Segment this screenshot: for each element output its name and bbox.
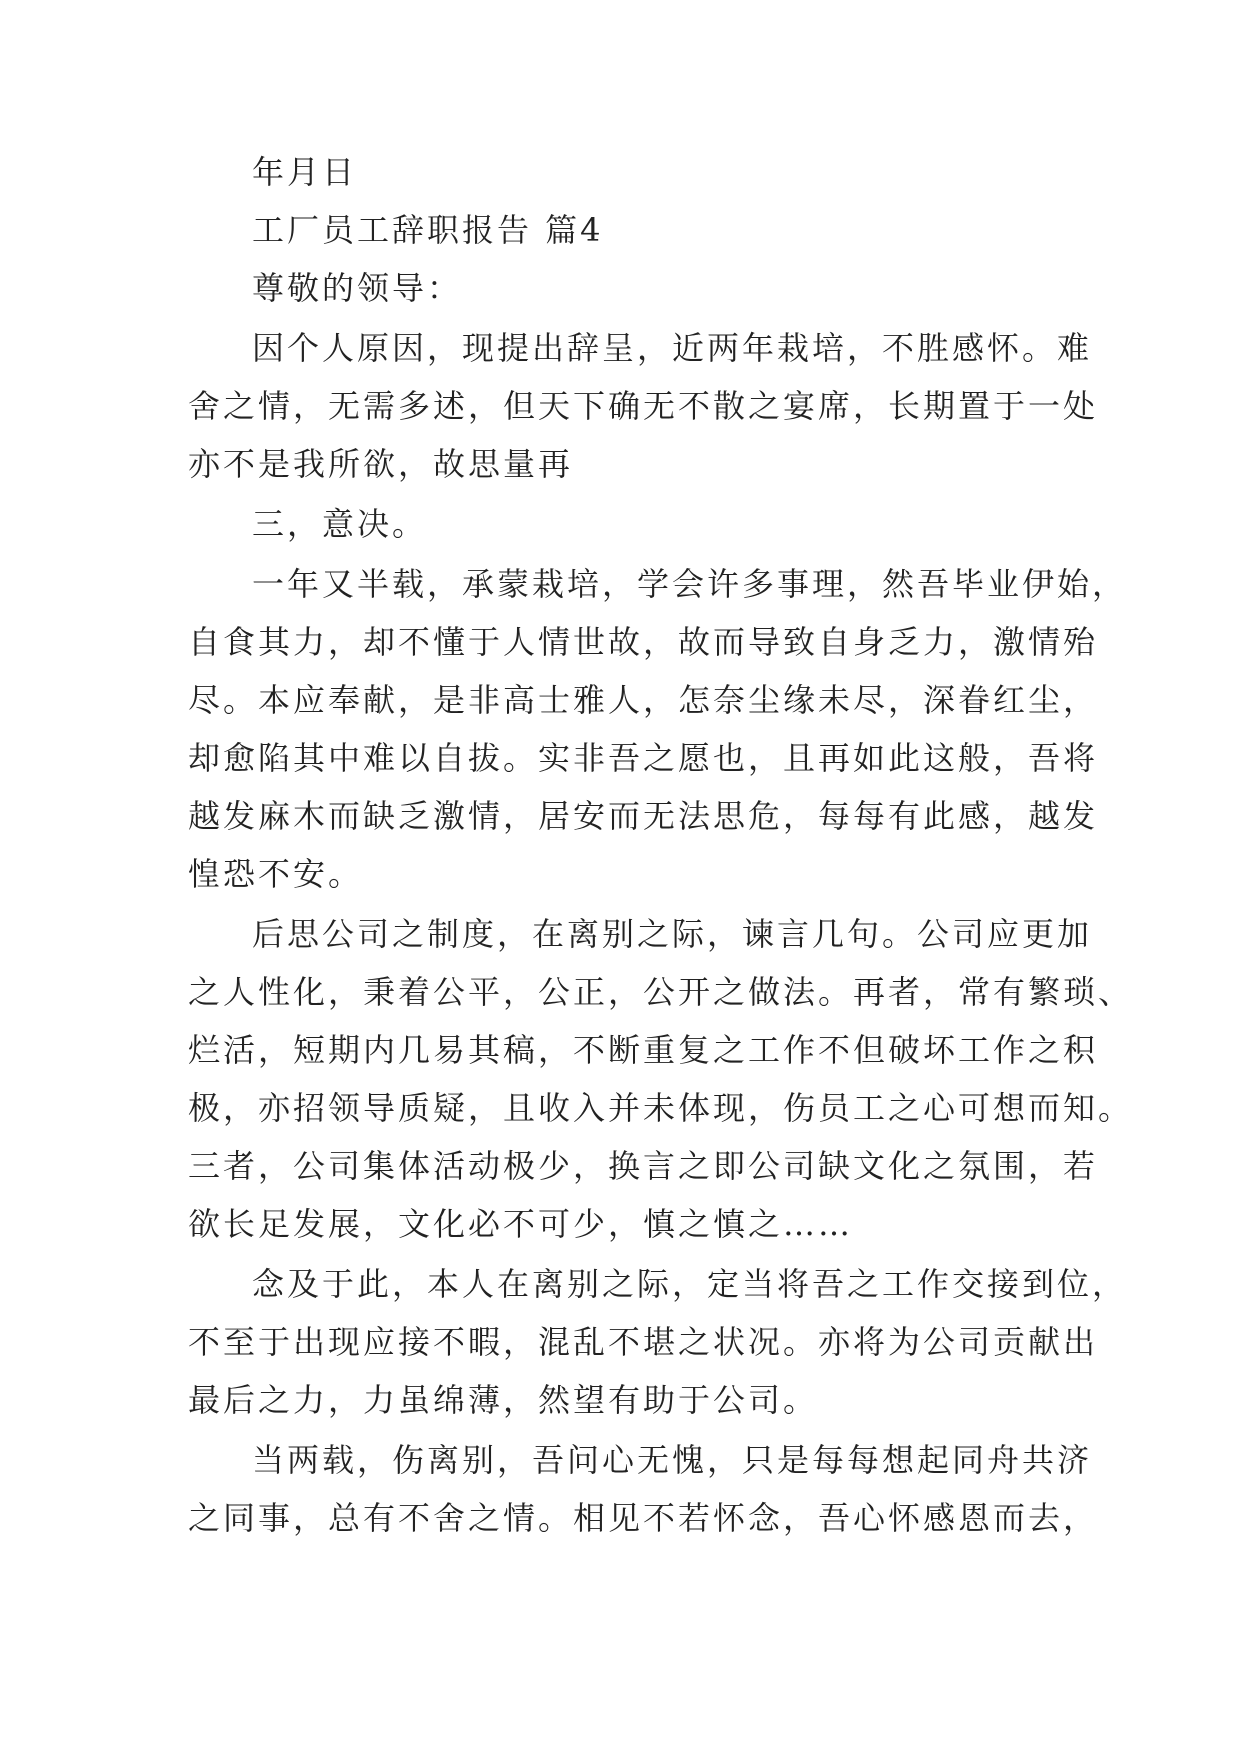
- paragraph-line: 三，意决。: [252, 505, 428, 543]
- paragraph-line: 越发麻木而缺乏激情，居安而无法思危，每每有此感，越发: [188, 797, 1099, 835]
- paragraph-line: 尽。本应奉献，是非高士雅人，怎奈尘缘未尽，深眷红尘，: [188, 681, 1099, 719]
- paragraph-line: 不至于出现应接不暇，混乱不堪之状况。亦将为公司贡献出: [188, 1323, 1099, 1361]
- paragraph-line: 惶恐不安。: [188, 855, 364, 893]
- paragraph-line: 最后之力，力虽绵薄，然望有助于公司。: [188, 1381, 819, 1419]
- section-title: 工厂员工辞职报告 篇4: [252, 211, 604, 249]
- paragraph-line: 一年又半载，承蒙栽培，学会许多事理，然吾毕业伊始，: [252, 565, 1128, 603]
- paragraph-line: 亦不是我所欲，故思量再: [188, 445, 574, 483]
- paragraph-line: 之同事，总有不舍之情。相见不若怀念，吾心怀感恩而去，: [188, 1499, 1099, 1537]
- paragraph-line: 极，亦招领导质疑，且收入并未体现，伤员工之心可想而知。: [188, 1089, 1134, 1127]
- paragraph-line: 后思公司之制度，在离别之际，谏言几句。公司应更加: [252, 915, 1093, 953]
- paragraph-line: 却愈陷其中难以自拔。实非吾之愿也，且再如此这般，吾将: [188, 739, 1099, 777]
- paragraph-line: 三者，公司集体活动极少，换言之即公司缺文化之氛围，若: [188, 1147, 1099, 1185]
- paragraph-line: 舍之情，无需多述，但天下确无不散之宴席，长期置于一处: [188, 387, 1099, 425]
- paragraph-line: 欲长足发展，文化必不可少，慎之慎之……: [188, 1205, 854, 1243]
- paragraph-line: 因个人原因，现提出辞呈，近两年栽培，不胜感怀。难: [252, 329, 1093, 367]
- paragraph-line: 烂活，短期内几易其稿，不断重复之工作不但破坏工作之积: [188, 1031, 1099, 1069]
- paragraph-line: 之人性化，秉着公平，公正，公开之做法。再者，常有繁琐、: [188, 973, 1134, 1011]
- date-line: 年月日: [252, 153, 358, 191]
- paragraph-line: 当两载，伤离别，吾问心无愧，只是每每想起同舟共济: [252, 1441, 1093, 1479]
- salutation: 尊敬的领导：: [252, 269, 463, 307]
- paragraph-line: 念及于此，本人在离别之际，定当将吾之工作交接到位，: [252, 1265, 1128, 1303]
- paragraph-line: 自食其力，却不懂于人情世故，故而导致自身乏力，激情殆: [188, 623, 1099, 661]
